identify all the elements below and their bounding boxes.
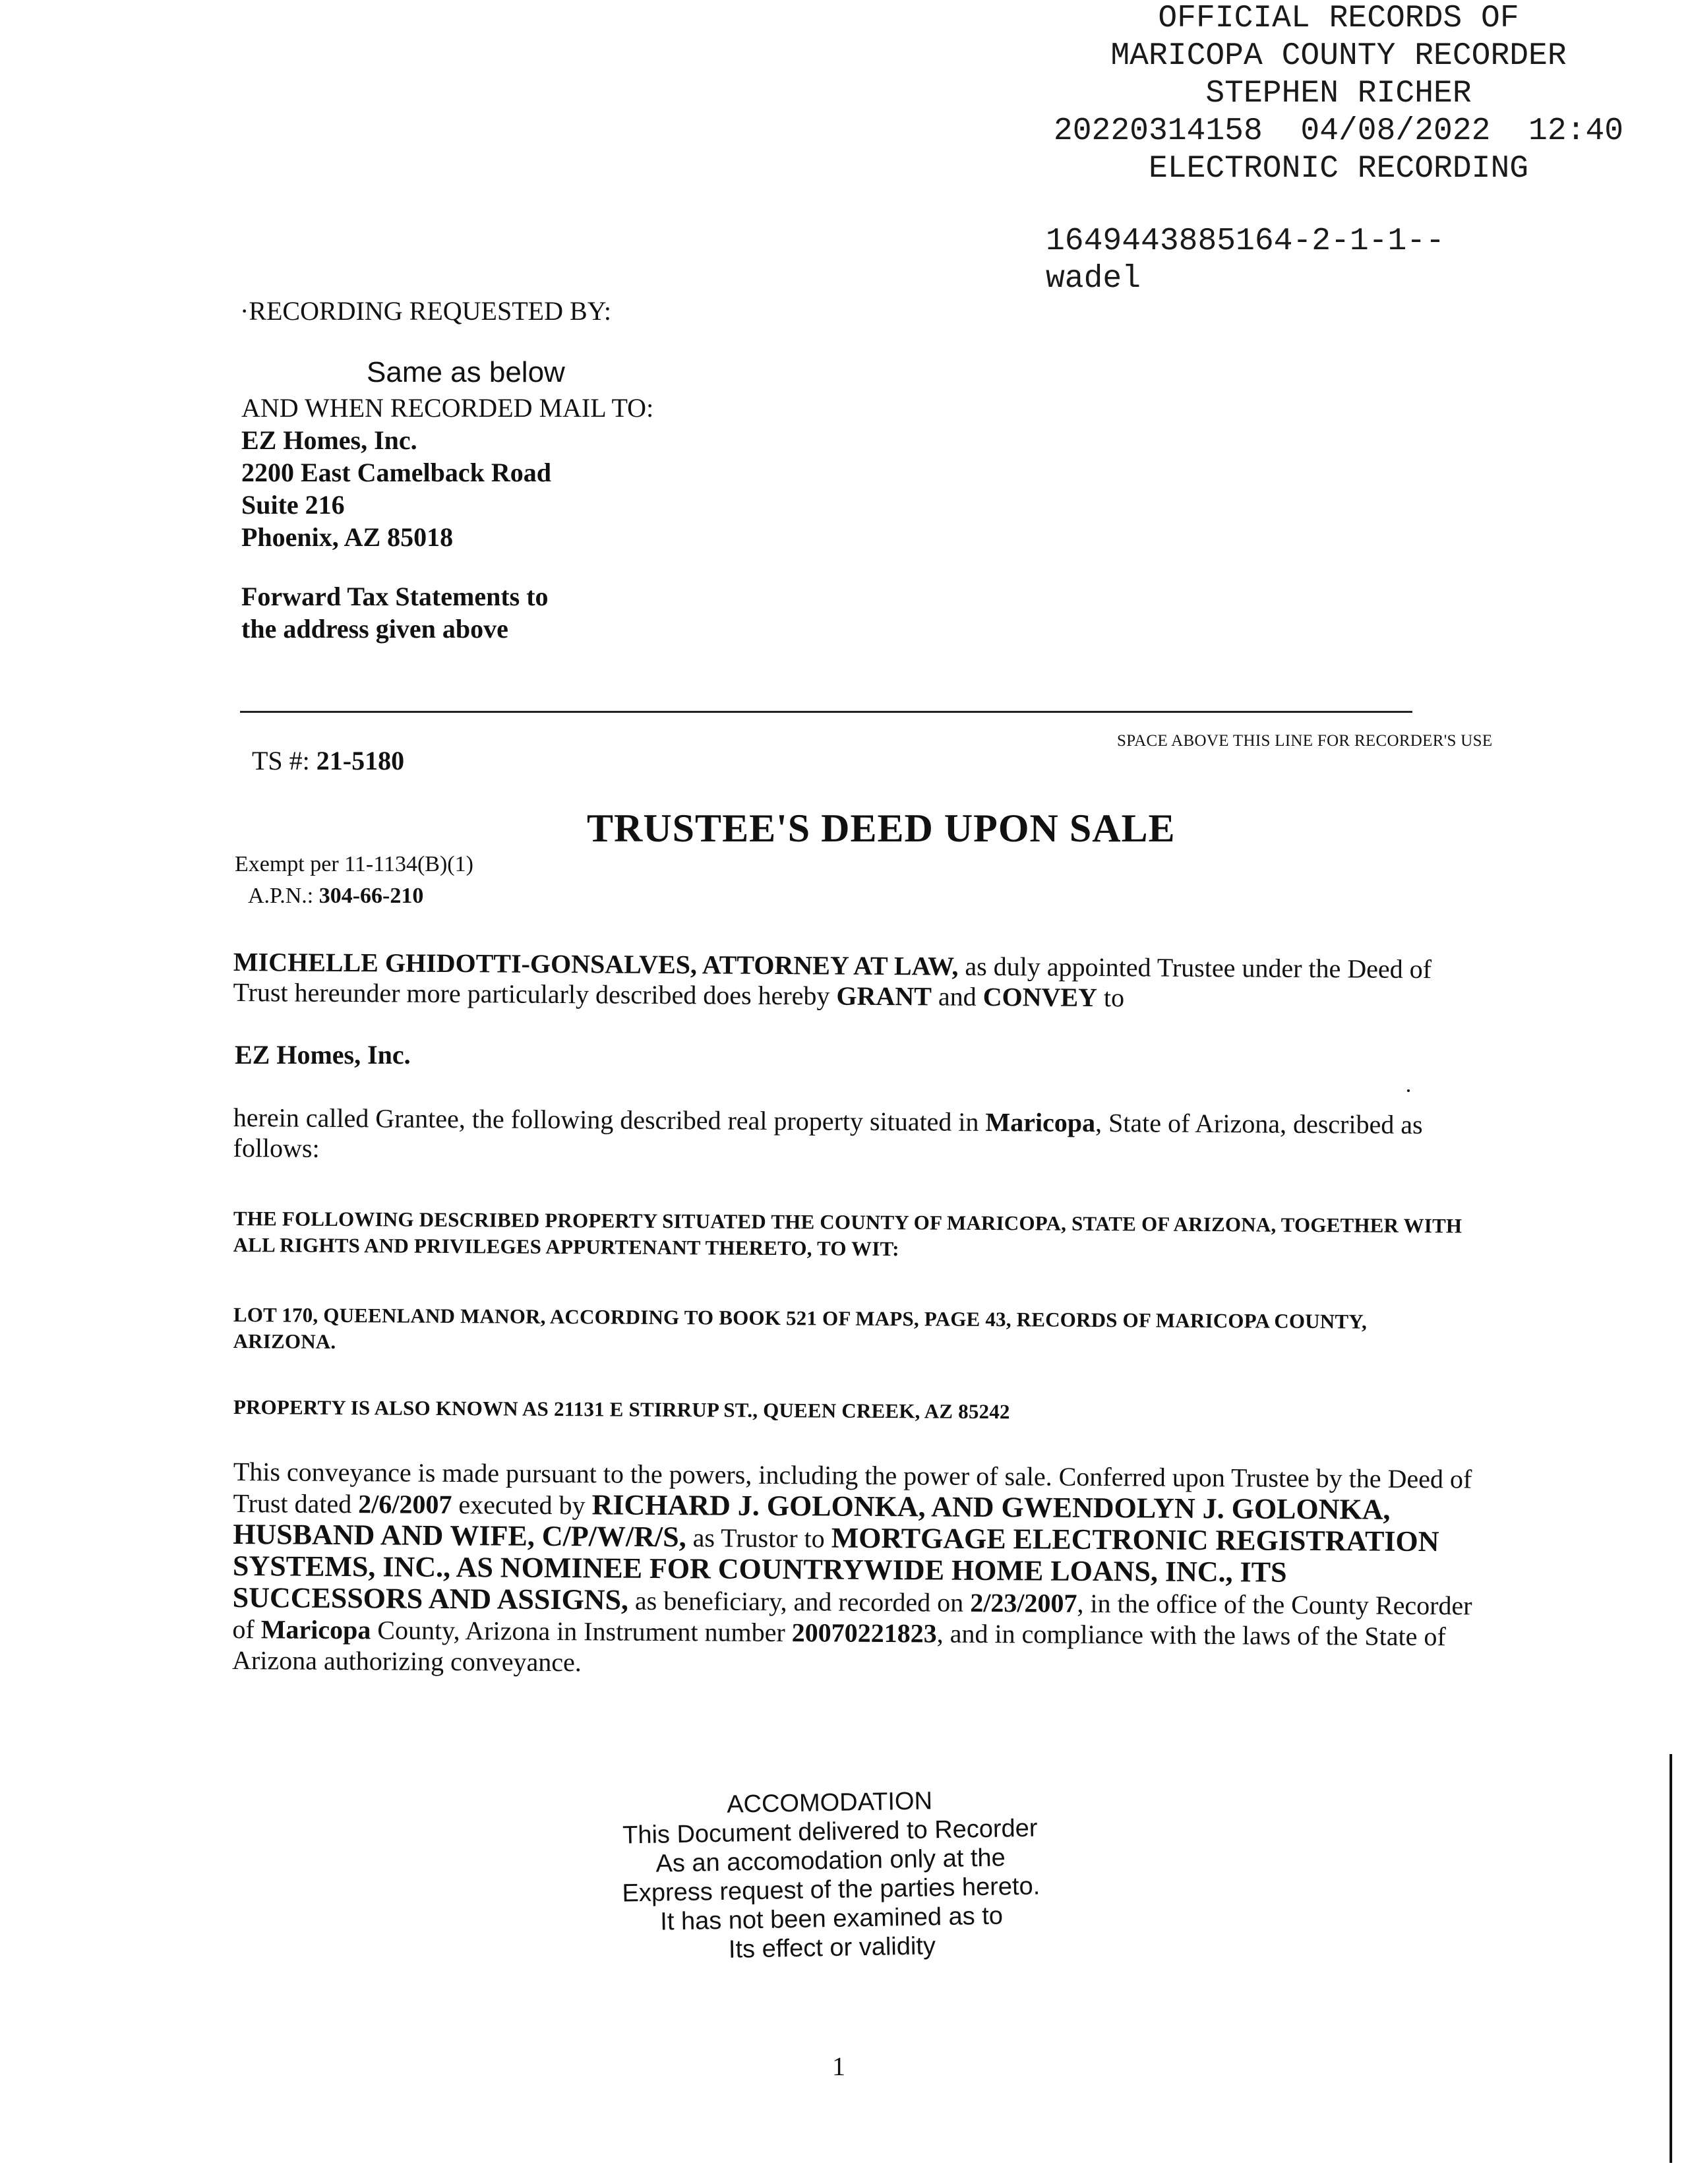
recorder-stamp [989, 0, 1688, 188]
apn-label: A.P.N.: [248, 884, 314, 908]
document-title: TRUSTEE'S DEED UPON SALE [587, 806, 1176, 850]
legal-description-lot: LOT 170, QUEENLAND MANOR, ACCORDING TO BOOK 521 OF MAPS, PAGE 43, RECORDS OF MARICOPA COUNTY, ARIZONA. [233, 1303, 1368, 1353]
trustee-paragraph [233, 947, 1473, 1015]
accommodation-line: Express request of the parties hereto. [622, 1872, 1040, 1908]
recording-id [1046, 223, 1445, 298]
ts-value: 21-5180 [316, 746, 405, 775]
mail-name: EZ Homes, Inc. [241, 425, 417, 455]
stamp-line: MARICOPA COUNTY RECORDER [1110, 38, 1567, 74]
grantee-paragraph [233, 1103, 1473, 1170]
mail-street: 2200 East Camelback Road [241, 458, 552, 487]
county-name: Maricopa [260, 1614, 371, 1645]
legal-description-intro: THE FOLLOWING DESCRIBED PROPERTY SITUATED THE COUNTY OF MARICOPA, STATE OF ARIZONA, TOGETHER WITH ALL RIGHTS AND PRIVILEGES APPURTENANT THERETO, TO WIT: [233, 1207, 1462, 1261]
deed-date: 2/6/2007 [358, 1489, 452, 1520]
property-address: PROPERTY IS ALSO KNOWN AS 21131 E STIRRUP ST., QUEEN CREEK, AZ 85242 [233, 1395, 1010, 1424]
text-run: This conveyance is made pursuant to the powers, including the power of sale. Conferred upon Trustee by the Deed of Trust dated [233, 1457, 1472, 1519]
same-as-below: Same as below [367, 356, 565, 388]
accommodation-stamp [579, 1784, 1083, 1966]
tax-line: the address given above [241, 614, 508, 644]
ts-label: TS #: [252, 746, 310, 775]
grantee-name: EZ Homes, Inc. [235, 1040, 411, 1070]
text-run: as beneficiary, and recorded on [628, 1585, 971, 1618]
tax-statements-block [241, 580, 549, 645]
mail-to-label: AND WHEN RECORDED MAIL TO: [241, 393, 654, 423]
mail-city: Phoenix, AZ 85018 [241, 522, 454, 552]
scan-speck [1407, 1089, 1410, 1092]
accommodation-title: ACCOMODATION [726, 1787, 933, 1819]
instrument-number: 20070221823 [791, 1618, 937, 1649]
recorder-divider [240, 711, 1412, 713]
mail-suite: Suite 216 [241, 490, 345, 520]
recording-id-line: 1649443885164-2-1-1-- [1046, 224, 1445, 259]
ts-number [252, 745, 404, 776]
accommodation-line: Its effect or validity [728, 1932, 936, 1964]
conveyance-paragraph [232, 1456, 1473, 1683]
grant-word: GRANT [836, 981, 932, 1012]
space-above-note: SPACE ABOVE THIS LINE FOR RECORDER'S USE [1117, 732, 1493, 750]
recording-id-user: wadel [1046, 261, 1141, 297]
text-run: as duly appointed Trustee under the Deed of Trust hereunder more particularly described does hereby [233, 951, 1432, 1011]
beneficiary-name: MORTGAGE ELECTRONIC REGISTRATION SYSTEMS, INC., AS NOMINEE FOR COUNTRYWIDE HOME LOANS, INC., ITS SUCCESSORS AND ASSIGNS, [232, 1521, 1439, 1616]
stamp-recording-number: 20220314158 04/08/2022 12:40 [1053, 113, 1624, 149]
text-run: to [1097, 983, 1125, 1013]
scan-edge-mark [1670, 1754, 1672, 2163]
text-run: , State of Arizona, described as follows: [233, 1107, 1423, 1163]
convey-word: CONVEY [982, 981, 1098, 1013]
text-run: herein called Grantee, the following described real property situated in [233, 1103, 986, 1137]
accommodation-line: This Document delivered to Recorder [622, 1814, 1038, 1850]
text-run: County, Arizona in Instrument number [371, 1615, 792, 1648]
apn-value: 304-66-210 [318, 884, 424, 908]
apn [248, 884, 423, 909]
county-name: Maricopa [985, 1107, 1096, 1138]
tax-line: Forward Tax Statements to [241, 582, 549, 611]
accommodation-line: It has not been examined as to [659, 1902, 1004, 1936]
accommodation-line: As an accomodation only at the [655, 1844, 1006, 1878]
text-run: as Trustor to [686, 1523, 831, 1554]
trustee-name: MICHELLE GHIDOTTI-GONSALVES, ATTORNEY AT LAW, [233, 947, 959, 981]
recording-requested-by: ·RECORDING REQUESTED BY: [240, 296, 611, 326]
text-run: and [931, 981, 983, 1012]
mail-to-block [241, 392, 653, 553]
text-run: , and in compliance with the laws of the State of Arizona authorizing conveyance. [231, 1618, 1446, 1678]
trustor-names: RICHARD J. GOLONKA, AND GWENDOLYN J. GOLONKA, HUSBAND AND WIFE, C/P/W/R/S, [233, 1488, 1391, 1554]
text-run: , in the office of the County Recorder of [232, 1588, 1472, 1645]
text-run: executed by [452, 1490, 592, 1521]
stamp-line: ELECTRONIC RECORDING [1148, 151, 1529, 187]
stamp-line: OFFICIAL RECORDS OF [1158, 1, 1519, 36]
stamp-line: STEPHEN RICHER [1205, 76, 1472, 111]
page-number: 1 [832, 2051, 845, 2081]
exempt-note: Exempt per 11-1134(B)(1) [235, 852, 473, 876]
recorded-date: 2/23/2007 [970, 1587, 1077, 1618]
